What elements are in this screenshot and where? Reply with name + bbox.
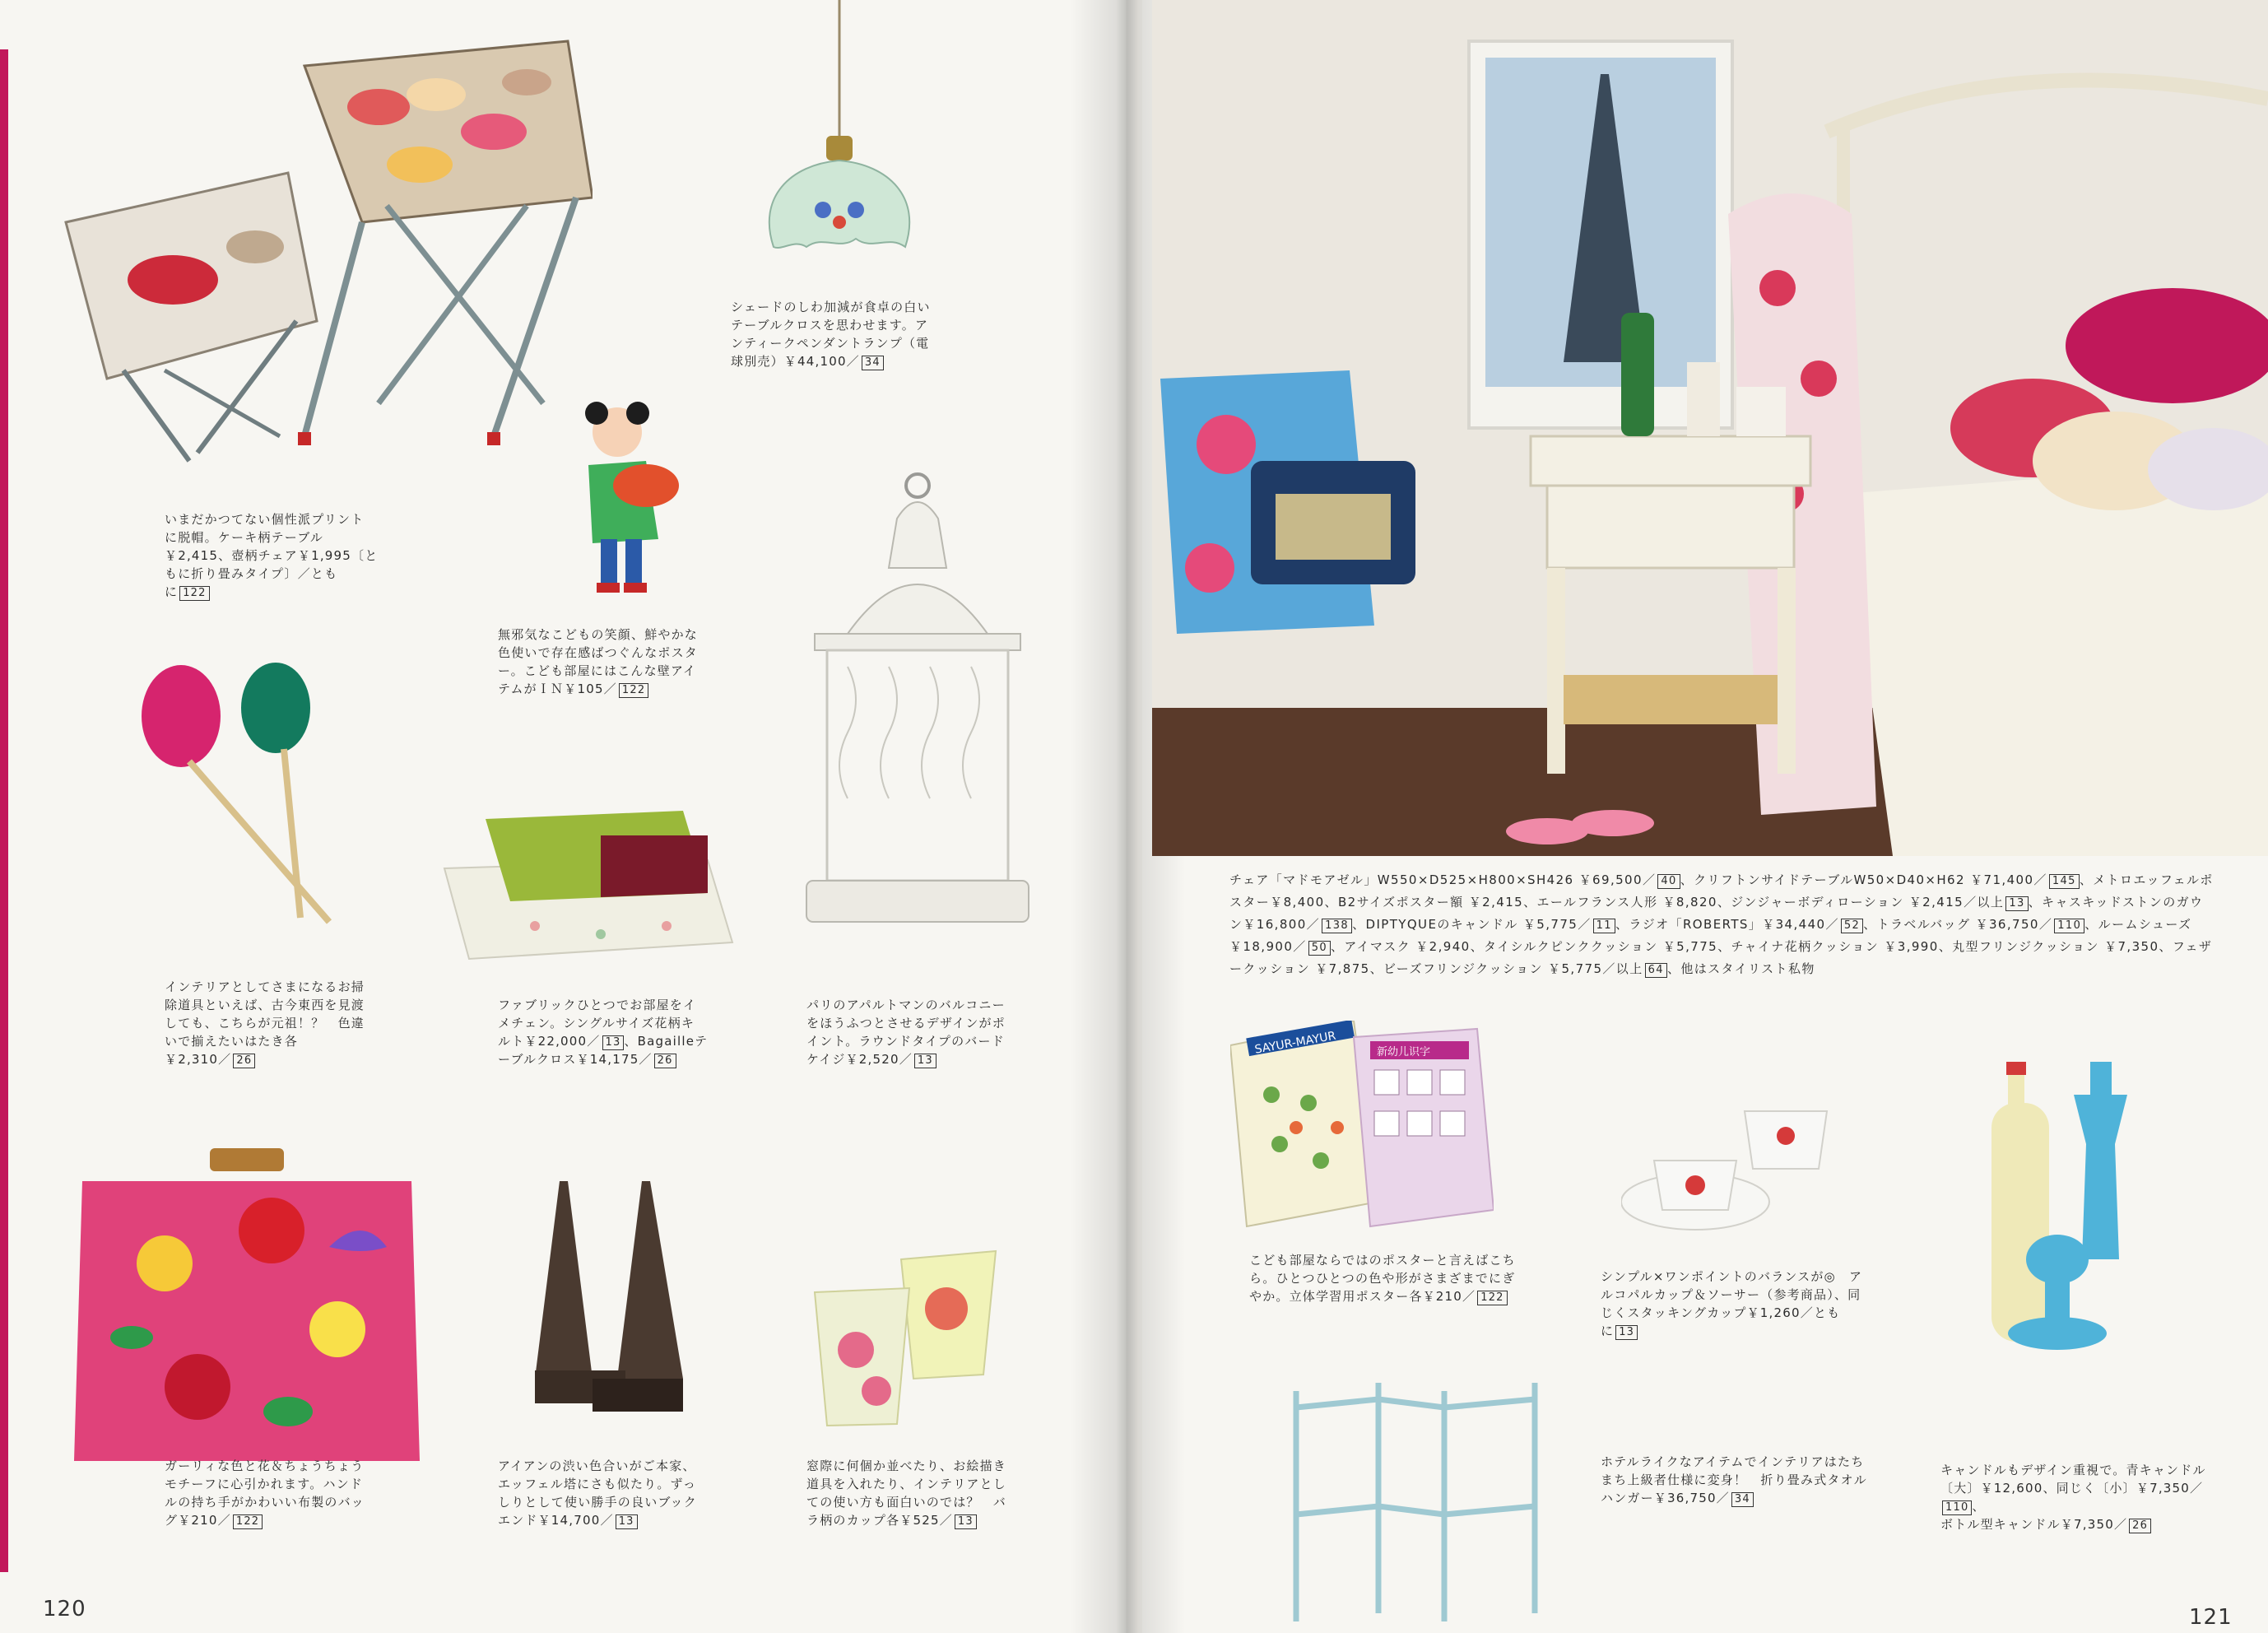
feather-duster-photo — [123, 658, 346, 930]
main-photo-caption: チェア「マドモアゼル」W550×D525×H800×SH426 ￥69,500／ 40 、クリフトンサイドテーブルW50×D40×H62 ￥71,400／ 145 、メトロエッフェルポスター￥8,400、B2サイズポスター額 ￥2,415、エールフランス人形 ￥8,820、ジンジャーボディローション ￥2,415／以上 13 、キャスキッドストンのガウン￥16,800／ 138 、DIPTYQUEのキャンドル ￥5,775／ 11 、ラジオ「ROBERTS」￥34,440／ 52 、トラベルバッグ ￥36,750／ 110 、ルームシューズ ￥18,900／ 50 、アイマスク ￥2,940、タイシルクピンククッション ￥5,775、チャイナ花柄クッション ￥3,990、丸型フリンジクッション ￥7,350、フェザークッション ￥7,875、ビーズフリンジクッション ￥5,775／以上 64 、他はスタイリスト私物 — [1229, 872, 2214, 976]
towel-hanger-photo — [1280, 1375, 1551, 1630]
bedroom-photo — [1152, 0, 2268, 856]
eiffel-bookend-photo — [527, 1173, 691, 1445]
folding-table-photo — [33, 8, 593, 469]
caption-bag: ガーリィな色と花＆ちょうちょう モチーフに心引かれます。ハンド ルの持ち手がかわいい布製のバッ グ￥210／ 122 — [165, 1459, 365, 1528]
learning-posters-photo — [1230, 1021, 1494, 1235]
page-number-left: 120 — [43, 1597, 86, 1621]
page-edge-strip — [0, 49, 8, 1572]
birdcage-photo — [782, 469, 1053, 938]
caption-fabric: ファブリックひとつでお部屋をイ メチェン。シングルサイズ花柄キ ルト￥22,000／ 13 、Bagailleテ ーブルクロス￥14,175／ 26 — [498, 998, 709, 1067]
caption-candle: キャンドルもデザイン重視で。青キャンドル 〔大〕￥12,600、同じく〔小〕￥7,350／110 、 ボトル型キャンドル￥7,350／ 26 — [1940, 1463, 2206, 1532]
caption-towel-hanger: ホテルライクなアイテムでインテリアはたち まち上級者仕様に変身！ 折り畳み式タオル ハンガー￥36,750／ 34 — [1601, 1454, 1868, 1505]
caption-bookend: アイアンの渋い色合いがご本家、 エッフェル塔にさも似たり。ずっ しりとして使い勝手の良いブック エンド￥14,700／ 13 — [498, 1459, 697, 1528]
caption-lamp: シェードのしわ加減が食卓の白い テーブルクロスを思わせます。ア ンティークペンダントランプ（電 球別売）￥44,100／ 34 — [731, 300, 931, 369]
rose-cups-photo — [806, 1243, 1012, 1432]
candles-photo — [1967, 1012, 2156, 1358]
caption-poster: 無邪気なこどもの笑顔、鮮やかな 色使いで存在感ばつぐんなポスタ ー。こども部屋にはこんな壁アイ テムがＩＮ￥105／ 122 — [498, 627, 699, 696]
caption-cup-saucer: シンプル×ワンポイントのバランスが◎ ア ルコパルカップ＆ソーサー（参考商品）、同 じくスタッキングカップ￥1,260／とも に 13 — [1601, 1269, 1863, 1338]
caption-table: いまだかつてない個性派プリント に脱帽。ケーキ柄テーブル ￥2,415、壺柄チェア￥1,995〔と もに折り畳みタイプ〕／とも に 122 — [165, 512, 379, 599]
caption-cage: パリのアパルトマンのバルコニー をほうふつとさせるデザインがポ イント。ラウンドタイプのバード ケイジ￥2,520／ 13 — [806, 998, 1006, 1067]
child-poster-photo — [568, 395, 683, 601]
poster-title-2: 新幼儿识字 — [1377, 1046, 1431, 1058]
caption-kids-poster: こども部屋ならではのポスターと言えばこち ら。ひとつひとつの色や形がさまざまでにぎ やか。立体学習用ポスター各￥210／ 122 — [1249, 1253, 1516, 1304]
caption-cups: 窓際に何個か並べたり、お絵描き 道具を入れたり、インテリアとし ての使い方も面白いのでは？ バ ラ柄のカップ各￥525／ 13 — [806, 1459, 1007, 1528]
quilt-photo — [436, 803, 741, 967]
caption-duster: インテリアとしてさまになるお掃 除道具といえば、古今東西を見渡 しても、こちらが元祖！？ 色違 いで揃えたいはたき各 ￥2,310／ 26 — [165, 979, 365, 1067]
cup-saucer-photo — [1621, 1086, 1843, 1243]
poster-title-1: SAYUR-MAYUR — [1253, 1029, 1337, 1057]
flower-bag-photo — [66, 1148, 428, 1469]
page-number-right: 121 — [2189, 1605, 2233, 1630]
pendant-lamp-photo — [724, 0, 955, 280]
